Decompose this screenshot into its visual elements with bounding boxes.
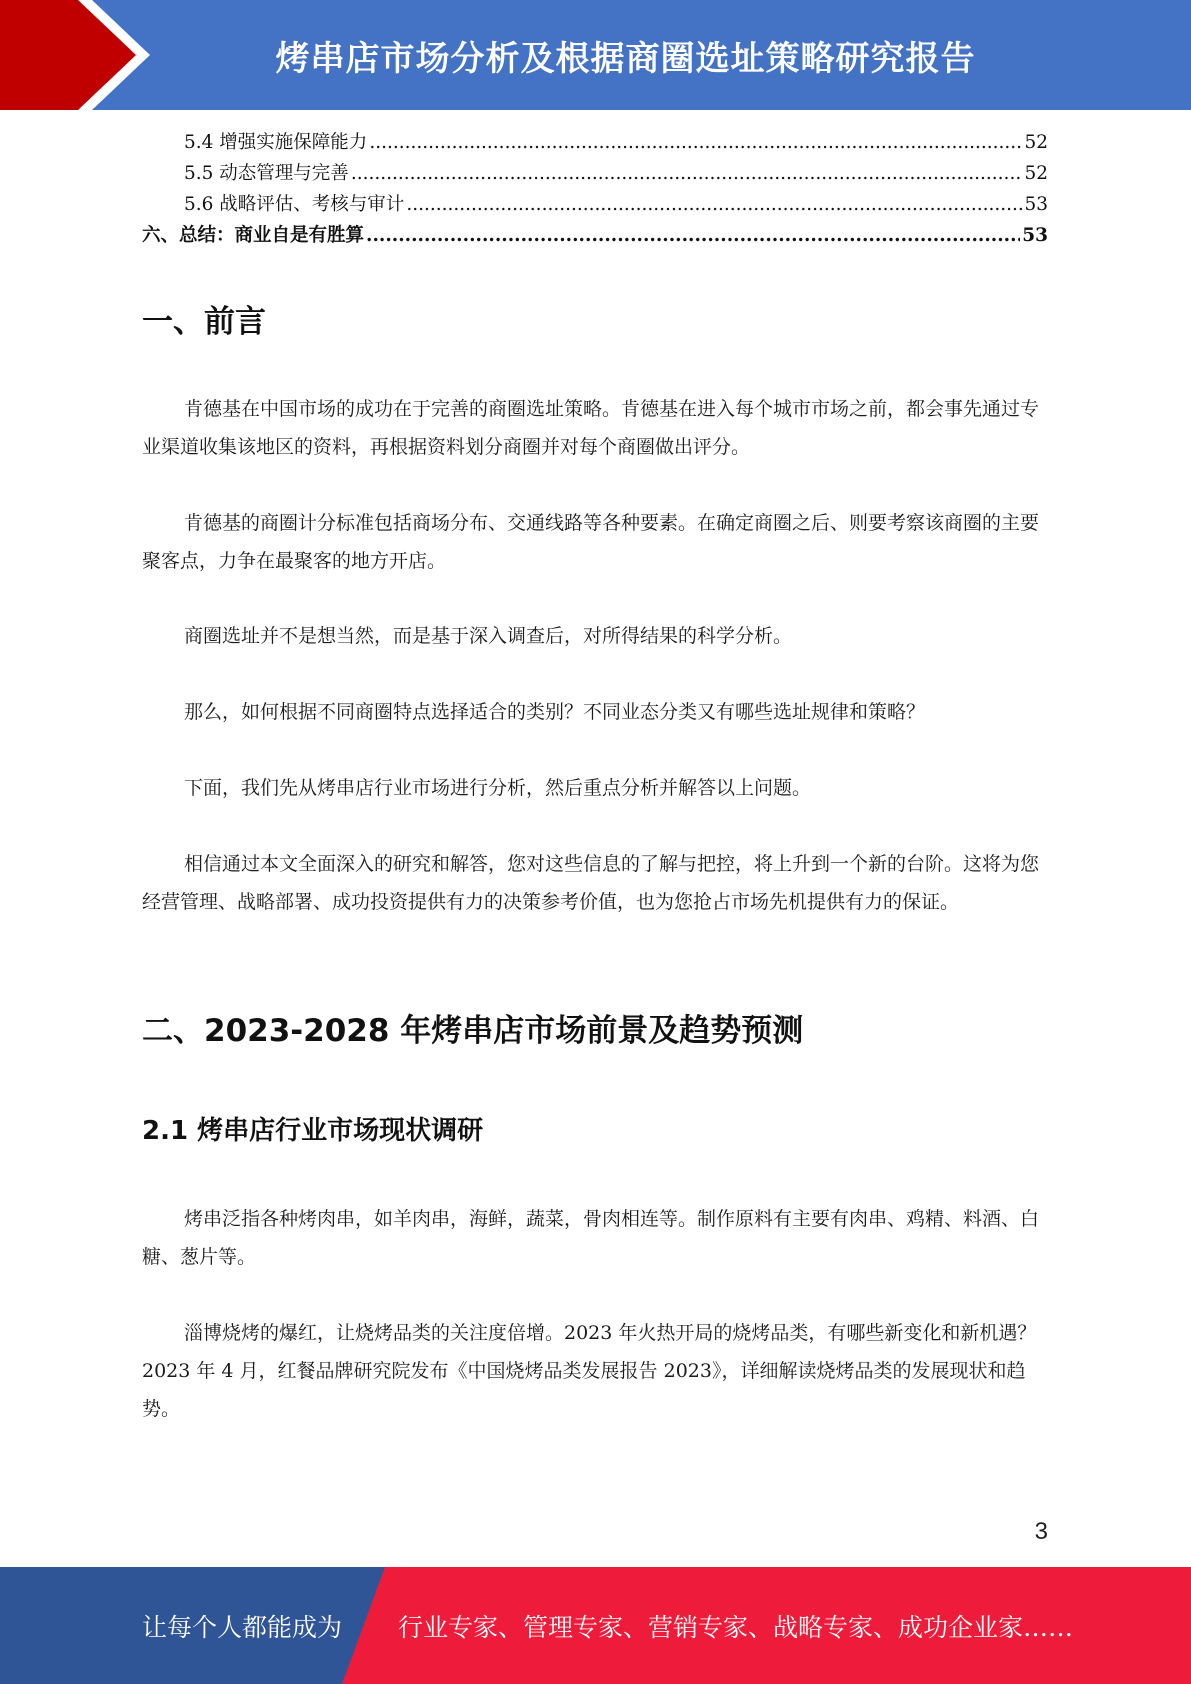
- section-heading-forecast: 二、2023-2028 年烤串店市场前景及趋势预测: [142, 1013, 804, 1049]
- table-of-contents: [142, 128, 1048, 252]
- header-arrow-decoration: [0, 0, 160, 110]
- paragraph: 烤串泛指各种烤肉串，如羊肉串，海鲜，蔬菜，骨肉相连等。制作原料有主要有肉串、鸡精、料酒、白糖、葱片等。: [142, 1208, 1040, 1268]
- page-header: [0, 0, 1191, 110]
- paragraph: 商圈选址并不是想当然，而是基于深入调查后，对所得结果的科学分析。: [184, 625, 793, 647]
- subsection-heading: 2.1 烤串店行业市场现状调研: [142, 1116, 484, 1146]
- page-number: 3: [1034, 1518, 1048, 1545]
- report-title: 烤串店市场分析及根据商圈选址策略研究报告: [275, 38, 976, 79]
- toc-entry-title: 5.5 动态管理与完善: [184, 163, 349, 184]
- toc-entry[interactable]: [142, 190, 1048, 221]
- toc-leader-dots: [366, 225, 1020, 246]
- paragraph: 那么，如何根据不同商圈特点选择适合的类别？不同业态分类又有哪些选址规律和策略？: [184, 701, 926, 723]
- paragraph: 肯德基在中国市场的成功在于完善的商圈选址策略。肯德基在进入每个城市市场之前，都会事先通过专业渠道收集该地区的资料，再根据资料划分商圈并对每个商圈做出评分。: [142, 398, 1040, 458]
- toc-leader-dots: [351, 163, 1023, 184]
- toc-entry-page: 53: [1024, 194, 1048, 215]
- toc-leader-dots: [369, 132, 1022, 153]
- toc-entry[interactable]: [142, 128, 1048, 159]
- paragraph: 相信通过本文全面深入的研究和解答，您对这些信息的了解与把控，将上升到一个新的台阶。这将为您经营管理、战略部署、成功投资提供有力的决策参考价值，也为您抢占市场先机提供有力的保证。: [142, 853, 1040, 913]
- page-footer: [0, 1567, 1191, 1684]
- toc-entry[interactable]: [142, 221, 1048, 252]
- toc-entry-title: 5.6 战略评估、考核与审计: [184, 194, 405, 215]
- toc-entry[interactable]: [142, 159, 1048, 190]
- toc-entry-page: 53: [1022, 225, 1048, 246]
- paragraph: 淄博烧烤的爆红，让烧烤品类的关注度倍增。2023 年火热开局的烧烤品类，有哪些新变化和新机遇？2023 年 4 月，红餐品牌研究院发布《中国烧烤品类发展报告 2023》，详细解读烧烤品类的发展现状和趋势。: [142, 1322, 1037, 1420]
- section-heading-preface: 一、前言: [142, 304, 266, 340]
- toc-leader-dots: [406, 194, 1022, 215]
- toc-entry-page: 52: [1024, 132, 1048, 153]
- footer-slogan-left: 让每个人都能成为: [142, 1612, 343, 1642]
- paragraph: 下面，我们先从烤串店行业市场进行分析，然后重点分析并解答以上问题。: [184, 777, 812, 799]
- toc-entry-title: 5.4 增强实施保障能力: [184, 132, 368, 153]
- footer-slogan-right: 行业专家、管理专家、营销专家、战略专家、成功企业家……: [398, 1612, 1074, 1642]
- paragraph: 肯德基的商圈计分标准包括商场分布、交通线路等各种要素。在确定商圈之后、则要考察该商圈的主要聚客点，力争在最聚客的地方开店。: [142, 512, 1040, 572]
- toc-entry-title: 六、总结：商业自是有胜算: [142, 225, 365, 246]
- toc-entry-page: 52: [1024, 163, 1048, 184]
